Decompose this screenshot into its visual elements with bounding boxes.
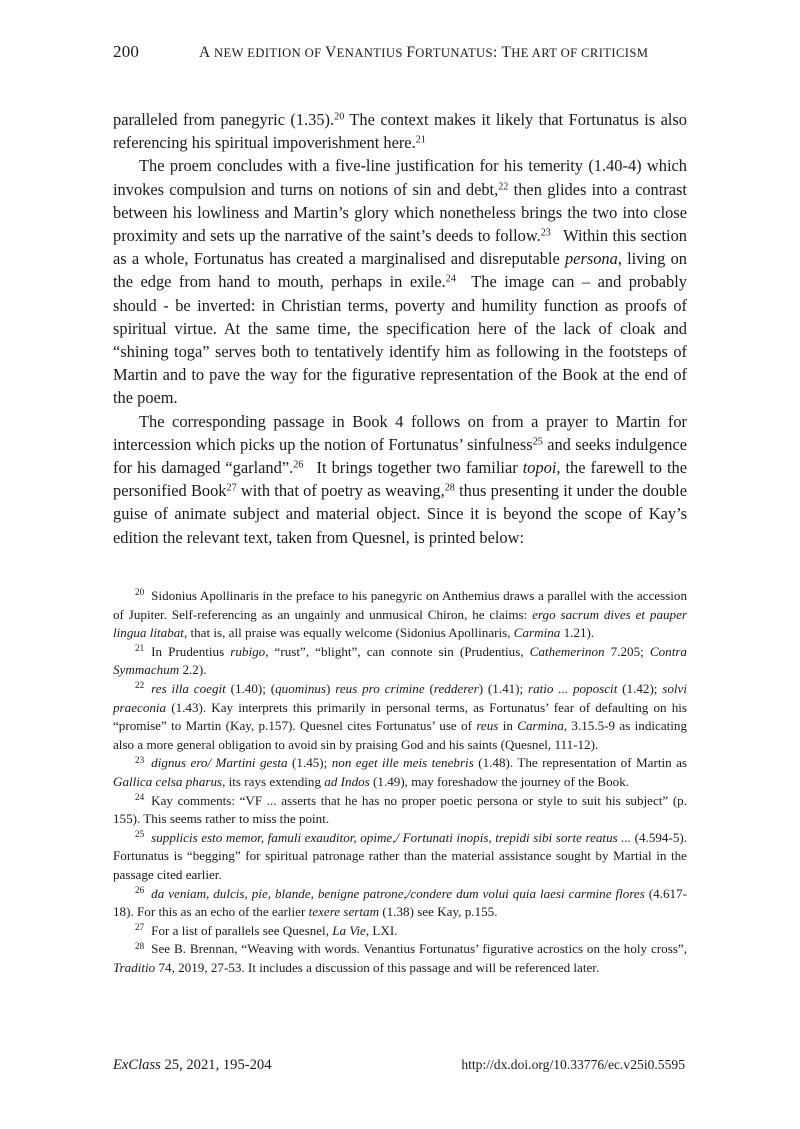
footnotes-section: [113, 587, 687, 977]
footnote-item: [113, 643, 687, 680]
footnote-item: [113, 587, 687, 643]
running-head-part: :: [492, 44, 502, 61]
footnote-text: Sidonius Apollinaris in the preface to his panegyric on Anthemius draws a parallel with the accession of Jupiter. Self-referencing as an ungainly and unmusical Chiron, he claims: ergo sacrum dives et pauper lingua litabat, that is, all praise was equally welcome (Sidonius Apollinaris, Carmina 1.21).: [113, 588, 688, 641]
footnote-text: See B. Brennan, “Weaving with words. Venantius Fortunatus’ figurative acrostics on the holy cross”, Traditio 74, 2019, 27-53. It includes a discussion of this passage and will be referenced later.: [113, 941, 687, 975]
running-head-part: V: [325, 44, 337, 61]
running-head-part: A: [199, 44, 211, 61]
footnote-number: 28: [135, 940, 145, 951]
footnote-number: 21: [135, 643, 145, 654]
running-head-part: ENANTIUS: [336, 46, 407, 60]
footnote-item: [113, 922, 687, 941]
running-head-part: T: [501, 44, 512, 61]
footnote-number: 24: [135, 791, 145, 802]
footnote-item: [113, 940, 687, 977]
running-head-part: HE ART OF CRITICISM: [511, 46, 649, 60]
footnote-text: supplicis esto memor, famuli exauditor, opime,/ Fortunati inopis, trepidi sibi sorte reatus ... (4.594-5). Fortunatus is “begging” for spiritual patronage rather than the material assistance sought by Martial in the passage cited earlier.: [113, 829, 688, 882]
footnote-text: res illa coegit (1.40); (quominus) reus pro crimine (redderer) (1.41); ratio ... poposcit (1.42); solvi praeconia (1.43). Kay interprets this primarily in personal terms, as Fortunatus’ fear of defaulting on his “promise” to Martin (Kay, p.157). Quesnel cites Fortunatus’ use of reus in Carmina, 3.15.5-9 as indicating also a more general obligation to avoid sin by praising God and his saints (Quesnel, 111-12).: [113, 680, 688, 752]
footnote-item: [113, 885, 687, 922]
page-number: 200: [113, 42, 140, 61]
journal-issue: 25, 2021, 195-204: [160, 1057, 272, 1073]
footnote-number: 25: [135, 829, 145, 840]
body-paragraph: The proem concludes with a five-line justification for his temerity (1.40-4) which invokes compulsion and turns on notions of sin and debt,$^{22}$ then glides into a contrast between his lowliness and Martin’s glory which nonetheless brings the two into close proximity and sets up the narrative of the saint’s deeds to follow.$^{23}$ Within this section as a whole, Fortunatus has created a marginalised and disreputable persona, living on the edge from hand to mouth, perhaps in exile.$^{24}$ The image can – and probably should - be inverted: in Christian terms, poverty and humility function as proofs of spiritual virtue. At the same time, the specification here of the lack of cloak and “shining toga” serves both to tentatively identify him as following in the footsteps of Martin and to pave the way for the figurative representation of the Book at the end of the poem.: [113, 156, 687, 408]
footnote-text: For a list of parallels see Quesnel, La Vie, LXI.: [151, 922, 398, 938]
running-head-part: NEW EDITION OF: [210, 46, 326, 60]
body-paragraph: The corresponding passage in Book 4 follows on from a prayer to Martin for intercession which picks up the notion of Fortunatus’ sinfulness$^{25}$ and seeks indulgence for his damaged “garland”.$^{26}$ It brings together two familiar topoi, the farewell to the personified Book$^{27}$ with that of poetry as weaving,$^{28}$ thus presenting it under the double guise of animate subject and material object. Since it is beyond the scope of Kay’s edition the relevant text, taken from Quesnel, is printed below:: [113, 411, 688, 547]
body-paragraph: paralleled from panegyric (1.35).$^{20}$ The context makes it likely that Fortunatus is also referencing his spiritual impoverishment here.$^{21}$: [113, 110, 687, 153]
running-header: [113, 42, 686, 68]
footnote-number: 22: [135, 680, 145, 691]
footnote-number: 20: [135, 587, 145, 598]
footnote-text: Kay comments: “VF ... asserts that he has no proper poetic persona or style to suit his subject” (p. 155). This seems rather to miss the point.: [113, 792, 687, 827]
footnote-item: [113, 754, 687, 791]
footnote-number: 26: [135, 884, 145, 895]
running-head-part: F: [406, 44, 416, 61]
footnote-text: In Prudentius rubigo, “rust”, “blight”, can connote sin (Prudentius, Cathemerinon 7.205; Contra Symmachum 2.2).: [113, 643, 687, 678]
footnote-text: dignus ero/ Martini gesta (1.45); non eget ille meis tenebris (1.48). The representation of Martin as Gallica celsa pharus, its rays extending ad Indos (1.49), may foreshadow the journey of the Book.: [113, 755, 687, 789]
journal-name: ExClass: [113, 1057, 161, 1073]
footnote-number: 23: [135, 754, 145, 765]
doi-link[interactable]: http://dx.doi.org/10.33776/ec.v25i0.5595: [461, 1057, 685, 1072]
page-footer: [113, 1057, 687, 1079]
journal-citation: [113, 1057, 272, 1074]
running-head-part: ORTUNATUS: [415, 46, 493, 60]
body-text-column: [113, 108, 687, 549]
footnote-item: [113, 829, 687, 885]
footnote-number: 27: [135, 922, 145, 933]
footnote-item: [113, 792, 687, 829]
footnote-item: [113, 680, 687, 754]
running-head-title: [199, 44, 648, 62]
footnote-text: da veniam, dulcis, pie, blande, benigne patrone,/condere dum volui quia laesi carmine flores (4.617-18). For this as an echo of the earlier texere sertam (1.38) see Kay, p.155.: [113, 885, 687, 920]
